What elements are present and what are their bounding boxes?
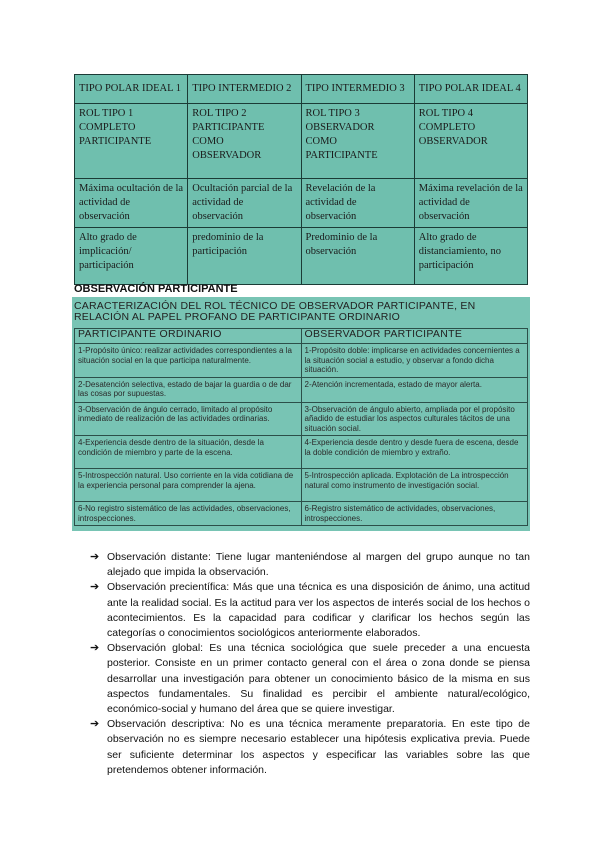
characterization-cell: 3-Observación de ángulo cerrado, limitado al propósito inmediato de realización de las actividades ordinarias. (75, 402, 302, 436)
characterization-cell: 5-Introspección aplicada. Explotación de La introspección natural como instrumento de investigación social. (301, 469, 528, 502)
characterization-row (75, 502, 528, 526)
characterization-cell: 4-Experiencia desde dentro y desde fuera de escena, desde la doble condición de miembro y extraño. (301, 436, 528, 469)
roles-cell: Predominio de la observación (301, 228, 414, 285)
characterization-row (75, 436, 528, 469)
characterization-cell: 2-Desatención selectiva, estado de bajar la guardia o de dar las cosas por supuestas. (75, 377, 302, 402)
arrow-bullet-icon: ➔ (90, 718, 100, 731)
roles-cell (188, 104, 301, 179)
arrow-bullet-icon: ➔ (90, 581, 100, 594)
list-item-text: Observación distante: Tiene lugar manteniéndose al margen del grupo aunque no tan alejado que impida la observación. (107, 551, 530, 579)
characterization-cell: 3-Observación de ángulo abierto, ampliada por el propósito añadido de estudiar los aspectos culturales tácitos de una situación social. (301, 402, 528, 436)
list-item-text: Observación global: Es una técnica sociológica que suele preceder a una encuesta posterior. Consiste en un primer contacto general con el área o zona donde se piensa desarrollar una investigación para obtener un conocimiento básico de la misma en sus aspectos fundamentales. Su finalidad es percibir el ambiente natural/ecológico, económico-social y humano del área que se quiere investigar. (107, 642, 530, 716)
roles-cell: Alto grado de implicación/ participación (75, 228, 188, 285)
characterization-cell: 5-Introspección natural. Uso corriente en la vida cotidiana de la experiencia personal para comprender la ajena. (75, 469, 302, 502)
roles-cell: Máxima ocultación de la actividad de observación (75, 179, 188, 228)
roles-cell (75, 104, 188, 179)
roles-cell: Revelación de la actividad de observación (301, 179, 414, 228)
roles-cell: predominio de la participación (188, 228, 301, 285)
observation-types-list (90, 550, 530, 778)
list-item (90, 717, 530, 778)
roles-table (74, 74, 528, 285)
roles-cell-text: ROL TIPO 3 OBSERVADOR COMO PARTICIPANTE (305, 108, 378, 161)
characterization-header-cell: OBSERVADOR PARTICIPANTE (301, 329, 528, 344)
list-item-text: Observación precientífica: Más que una técnica es una disposición de ánimo, una actitud ante la realidad social. Es la actitud para ver los aspectos de interés social de los hechos o acontecimientos. Es la capacidad para codificar y clarificar los hechos según las categorías o conocimientos sociológicos anteriormente elaborados. (107, 581, 530, 640)
characterization-table-title: CARACTERIZACIÓN DEL ROL TÉCNICO DE OBSERVADOR PARTICIPANTE, EN RELACIÓN AL PAPEL PROFANO DE PARTICIPANTE ORDINARIO (74, 300, 476, 323)
section-heading: OBSERVACIÓN PARTICIPANTE (74, 283, 238, 295)
characterization-cell: 6-No registro sistemático de las actividades, observaciones, introspecciones. (75, 502, 302, 526)
roles-table-row (75, 179, 528, 228)
roles-cell: Ocultación parcial de la actividad de observación (188, 179, 301, 228)
characterization-cell: 1-Propósito doble: implicarse en actividades concernientes a la situación social a estudio, y observar a fondo dicha situación. (301, 344, 528, 378)
characterization-row (75, 469, 528, 502)
roles-cell: Alto grado de distanciamiento, no participación (414, 228, 527, 285)
roles-cell-text: ROL TIPO 2 PARTICIPANTE COMO OBSERVADOR (192, 108, 265, 161)
roles-cell (414, 104, 527, 179)
roles-header-cell: TIPO INTERMEDIO 2 (188, 75, 301, 104)
arrow-bullet-icon: ➔ (90, 551, 100, 563)
characterization-cell: 2-Atención incrementada, estado de mayor alerta. (301, 377, 528, 402)
characterization-row (75, 344, 528, 378)
roles-header-cell: TIPO INTERMEDIO 3 (301, 75, 414, 104)
list-item (90, 550, 530, 580)
characterization-header-row (75, 329, 528, 344)
roles-cell: Máxima revelación de la actividad de observación (414, 179, 527, 228)
roles-cell (301, 104, 414, 179)
list-item (90, 641, 530, 717)
roles-cell-text: ROL TIPO 1 COMPLETO PARTICIPANTE (79, 108, 152, 147)
roles-header-cell: TIPO POLAR IDEAL 4 (414, 75, 527, 104)
roles-header-cell: TIPO POLAR IDEAL 1 (75, 75, 188, 104)
characterization-cell: 4-Experiencia desde dentro de la situación, desde la condición de miembro y parte de la escena. (75, 436, 302, 469)
roles-cell-text: ROL TIPO 4 COMPLETO OBSERVADOR (418, 108, 488, 147)
characterization-row (75, 402, 528, 436)
characterization-row (75, 377, 528, 402)
arrow-bullet-icon: ➔ (90, 642, 100, 655)
roles-table-row (75, 104, 528, 179)
list-item-text: Observación descriptiva: No es una técnica meramente preparatoria. En este tipo de observación no es siempre necesario establecer una hipótesis explicativa previa. Puede ser suficiente determinar los aspectos y especificar las variables sobre las que pretendemos obtener información. (107, 718, 530, 776)
roles-table-row (75, 228, 528, 285)
roles-table-header-row (75, 75, 528, 104)
characterization-cell: 6-Registro sistemático de actividades, observaciones, introspecciones. (301, 502, 528, 526)
list-item (90, 580, 530, 641)
characterization-cell: 1-Propósito único: realizar actividades correspondientes a la situación social en la que participa naturalmente. (75, 344, 302, 378)
characterization-table-block (72, 297, 530, 531)
characterization-table (74, 328, 528, 526)
characterization-header-cell: PARTICIPANTE ORDINARIO (75, 329, 302, 344)
